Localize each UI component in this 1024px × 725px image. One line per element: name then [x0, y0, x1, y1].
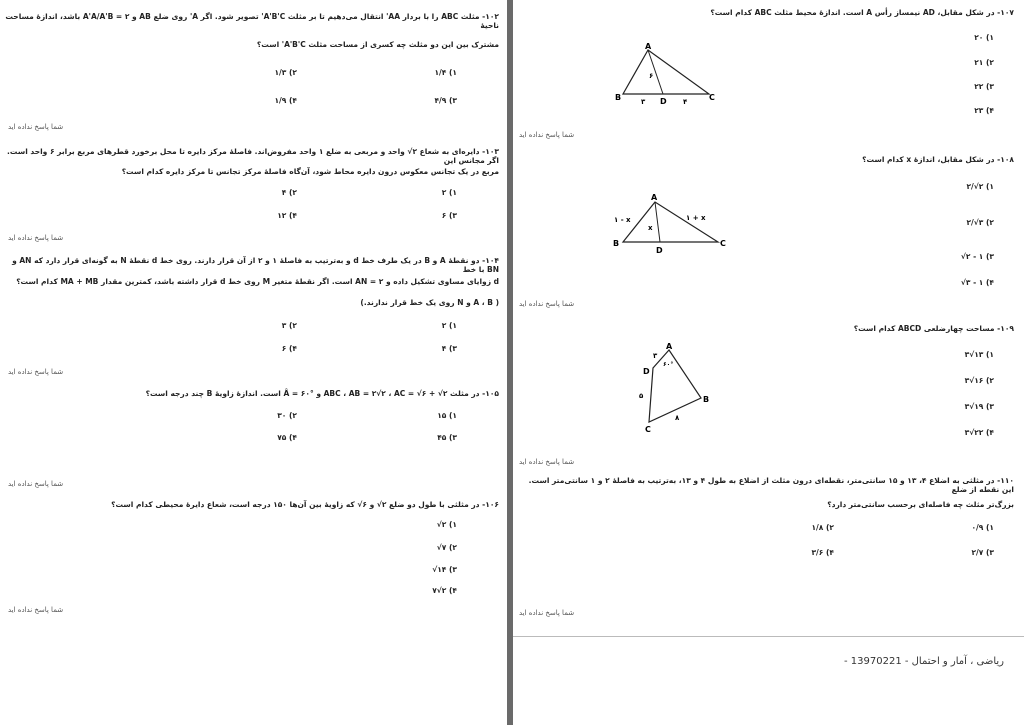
- q102-option-2[interactable]: ۲) ۱/۳: [274, 68, 297, 77]
- q103-no-answer: شما پاسخ نداده اید: [8, 234, 64, 242]
- question-104-text: ۱۰۴- دو نقطهٔ A و B در یک طرف خط d و به‌ترتیب به فاصلهٔ ۱ و ۲ از آن قرار دارند. روی خط d نقطهٔ N به گونه‌ای قرار دارد که AN و BN با خط: [12, 256, 499, 275]
- question-110-text: ۱۱۰- در مثلثی به اضلاع ۴، ۱۳ و ۱۵ سانتی‌متر، نقطه‌ای درون مثلث از اضلاع به طول ۴ و ۱۳، به‌ترتیب به فاصلهٔ ۲ و ۱ سانتی‌متر است. این نقطه از ضلع: [528, 476, 1014, 495]
- q103-option-4[interactable]: ۴) ۱۲: [277, 211, 297, 220]
- q108-len-ac: ۱ + x: [686, 214, 706, 222]
- page-footer: ریاضی ، آمار و احتمال - 13970221 -: [843, 656, 1004, 667]
- q107-option-3[interactable]: ۳) ۲۲: [974, 82, 994, 91]
- q104-no-answer: شما پاسخ نداده اید: [8, 368, 64, 376]
- q109-label-b: B: [703, 395, 710, 404]
- q109-option-2[interactable]: ۲) ۱۶√۳: [964, 376, 994, 385]
- question-107-text: ۱۰۷- در شکل مقابل، AD نیمساز رأس A است. اندازهٔ محیط مثلث ABC کدام است؟: [710, 8, 1014, 17]
- q106-option-2[interactable]: ۲) ۷√: [436, 543, 457, 552]
- q108-label-a: A: [651, 193, 658, 202]
- q106-no-answer: شما پاسخ نداده اید: [8, 606, 64, 614]
- q103-option-3[interactable]: ۳) ۶: [441, 211, 457, 220]
- q103-option-2[interactable]: ۲) ۴: [281, 188, 297, 197]
- q107-label-b: B: [615, 93, 622, 102]
- question-103-text-2: مربع در یک تجانس معکوس درون دایره محاط شود، آن‌گاه فاصلهٔ مرکز تجانس تا مرکز دایره کدام است؟: [121, 167, 499, 176]
- q109-label-d: D: [643, 367, 650, 376]
- q110-option-3[interactable]: ۳) ۲/۷: [971, 548, 994, 557]
- question-109-text: ۱۰۹- مساحت چهارضلعی ABCD کدام است؟: [853, 324, 1014, 333]
- q105-no-answer: شما پاسخ نداده اید: [8, 480, 64, 488]
- q109-len-cb: ۸: [675, 414, 680, 422]
- q109-label-a: A: [666, 342, 673, 351]
- q107-triangle-figure: [613, 42, 723, 107]
- question-104-text-2: d زوایای مساوی تشکیل داده و AN = ۲ است. اگر نقطهٔ متغیر M روی خط d قرار داشته باشد، کمترین مقدار MA + MB کدام است؟: [16, 277, 499, 286]
- q102-option-3[interactable]: ۳) ۴/۹: [434, 96, 457, 105]
- q106-option-4[interactable]: ۴) ۲√۷: [432, 586, 457, 595]
- q103-option-1[interactable]: ۱) ۲: [441, 188, 457, 197]
- q109-angle: ۶۰°: [663, 361, 674, 368]
- q110-no-answer: شما پاسخ نداده اید: [519, 609, 575, 617]
- q102-no-answer: شما پاسخ نداده اید: [8, 123, 64, 131]
- q109-no-answer: شما پاسخ نداده اید: [519, 458, 575, 466]
- q107-no-answer: شما پاسخ نداده اید: [519, 131, 575, 139]
- q107-label-c: C: [709, 93, 715, 102]
- question-105-text: ۱۰۵- در مثلث ABC ، AB = ۲√۲ ، AC = √۶ + √۲ و Â = ۶۰° است. اندازهٔ زاویهٔ B چند درجه است؟: [145, 389, 499, 398]
- q108-option-2[interactable]: ۲) ۳√/۲: [966, 218, 994, 227]
- q109-len-ad: ۳: [653, 352, 658, 360]
- q106-option-1[interactable]: ۱) ۲√: [436, 520, 457, 529]
- q107-option-2[interactable]: ۲) ۲۱: [974, 58, 994, 67]
- q107-option-4[interactable]: ۴) ۲۳: [974, 106, 994, 115]
- q105-option-2[interactable]: ۲) ۳۰: [277, 411, 297, 420]
- q107-len-ad: ۶: [649, 72, 654, 80]
- q105-option-3[interactable]: ۳) ۴۵: [437, 433, 457, 442]
- q109-len-dc: ۵: [639, 392, 644, 400]
- q108-option-1[interactable]: ۱) ۲√/۲: [966, 182, 994, 191]
- q108-option-4[interactable]: ۴) ۱ - ۳√: [960, 278, 994, 287]
- q107-len-bd: ۳: [641, 98, 646, 106]
- q108-len-ad: x: [648, 224, 653, 232]
- q110-option-4[interactable]: ۴) ۳/۶: [811, 548, 834, 557]
- q109-option-4[interactable]: ۴) ۲۲√۳: [964, 428, 994, 437]
- question-104-text-3: ( A ، B و N روی یک خط قرار ندارند.): [360, 298, 499, 307]
- right-page: [513, 0, 1024, 725]
- q102-option-1[interactable]: ۱) ۱/۴: [434, 68, 457, 77]
- q106-option-3[interactable]: ۳) ۱۴√: [432, 565, 457, 574]
- q109-quad-figure: [631, 340, 721, 435]
- q104-option-1[interactable]: ۱) ۲: [441, 321, 457, 330]
- q109-option-3[interactable]: ۳) ۱۹√۳: [964, 402, 994, 411]
- question-103-text: ۱۰۳- دایره‌ای به شعاع ۲√ واحد و مربعی به ضلع ۱ واحد مفروض‌اند. فاصلهٔ مرکز دایره تا محل برخورد قطرهای مربع برابر ۶ واحد است. اگر مجانس این: [7, 147, 499, 166]
- q104-option-4[interactable]: ۴) ۶: [281, 344, 297, 353]
- q102-option-4[interactable]: ۴) ۱/۹: [274, 96, 297, 105]
- q109-label-c: C: [645, 425, 651, 434]
- q108-no-answer: شما پاسخ نداده اید: [519, 300, 575, 308]
- q104-option-3[interactable]: ۳) ۴: [441, 344, 457, 353]
- q107-label-a: A: [645, 42, 652, 51]
- q108-label-c: C: [720, 239, 726, 248]
- q109-option-1[interactable]: ۱) ۱۳√۳: [964, 350, 994, 359]
- q108-label-b: B: [613, 239, 620, 248]
- question-110-text-2: بزرگ‌تر مثلث چه فاصله‌ای برحسب سانتی‌متر دارد؟: [827, 500, 1014, 509]
- q107-len-dc: ۴: [683, 98, 688, 106]
- question-106-text: ۱۰۶- در مثلثی با طول دو ضلع ۲√ و ۶√ که زاویهٔ بین آن‌ها ۱۵۰ درجه است، شعاع دایرهٔ محیطی کدام است؟: [111, 500, 499, 509]
- question-102-text-2: مشترک بین این دو مثلث چه کسری از مساحت مثلث A'B'C' است؟: [256, 40, 499, 49]
- q105-option-4[interactable]: ۴) ۷۵: [277, 433, 297, 442]
- q107-option-1[interactable]: ۱) ۲۰: [974, 33, 994, 42]
- q110-option-1[interactable]: ۱) ۰/۹: [971, 523, 994, 532]
- q108-option-3[interactable]: ۳) ۱ - ۲√: [960, 252, 994, 261]
- q107-label-d: D: [660, 97, 667, 106]
- left-page: [0, 0, 507, 725]
- q104-option-2[interactable]: ۲) ۳: [281, 321, 297, 330]
- footer-divider: [513, 636, 1024, 637]
- question-102-text: ۱۰۲- مثلث ABC را با بردار AA' انتقال می‌دهیم تا بر مثلث A'B'C' تصویر شود. اگر A' روی ضلع AB و A'A/A'B = ۲ باشد، اندازهٔ مساحت ناحیهٔ: [5, 12, 499, 31]
- question-108-text: ۱۰۸- در شکل مقابل، اندازهٔ x کدام است؟: [862, 155, 1014, 164]
- q108-len-ab: ۱ - x: [614, 216, 631, 224]
- q108-label-d: D: [656, 246, 663, 255]
- q110-option-2[interactable]: ۲) ۱/۸: [811, 523, 834, 532]
- q108-triangle-figure: [608, 192, 738, 257]
- q105-option-1[interactable]: ۱) ۱۵: [437, 411, 457, 420]
